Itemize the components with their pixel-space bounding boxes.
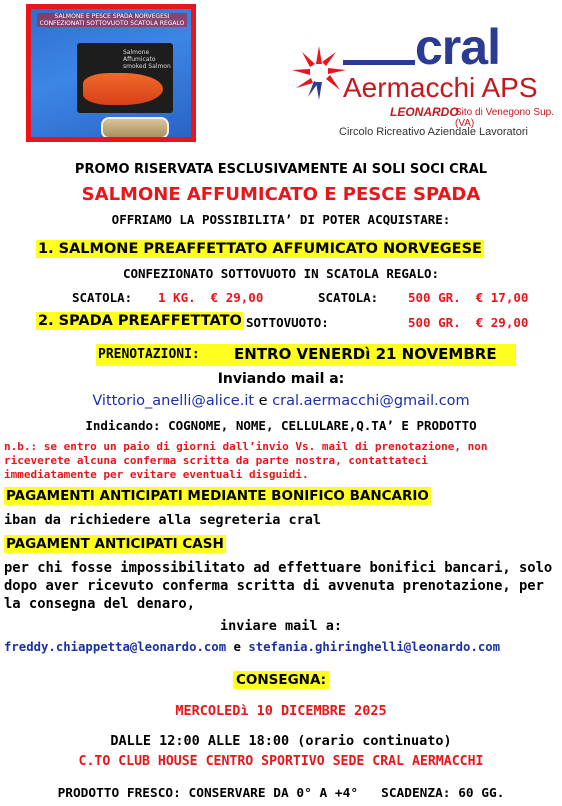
- product-1-box1-price: 1 KG. € 29,00: [158, 290, 264, 305]
- product-2-suffix: SOTTOVUOTO:: [246, 315, 329, 330]
- payment-cash-line-1: per chi fosse impossibilitato ad effettuare bonifici bancari, solo: [4, 560, 553, 576]
- product-2-price: 500 GR. € 29,00: [408, 315, 529, 330]
- booking-note-line-3: immediatamente per evitare eventuali disguidi.: [4, 468, 309, 481]
- booking-indicating: Indicando: COGNOME, NOME, CELLULARE,Q.TA’ E PRODOTTO: [85, 418, 477, 433]
- photo-caption: SALMONE E PESCE SPADA NORVEGESI CONFEZIONATI SOTTOVUOTO SCATOLA REGALO: [37, 13, 187, 27]
- booking-and: e: [258, 393, 268, 409]
- logo-site: Sito di Venegono Sup. (VA): [455, 107, 554, 129]
- product-photo: [26, 4, 196, 142]
- product-1-box1-label: SCATOLA:: [72, 290, 133, 305]
- payment-cash-title: PAGAMENT ANTICIPATI CASH: [6, 536, 224, 552]
- payment-and: e: [233, 640, 241, 654]
- booking-label: PRENOTAZIONI:: [98, 347, 200, 362]
- payment-email-1[interactable]: freddy.chiappetta@leonardo.com: [4, 640, 227, 654]
- product-1-box2-price: 500 GR. € 17,00: [408, 290, 529, 305]
- payment-email-2[interactable]: stefania.ghiringhelli@leonardo.com: [248, 640, 501, 654]
- payment-bank-text: iban da richiedere alla segreteria cral: [4, 512, 321, 528]
- booking-note-line-2: riceverete alcuna conferma scritta da parte nostra, contattateci: [4, 454, 428, 467]
- logo-bar: [343, 60, 415, 65]
- booking-email-2[interactable]: cral.aermacchi@gmail.com: [272, 393, 470, 409]
- package-label: Salmone Affumicato smoked Salmon: [123, 49, 171, 70]
- product-1-title: 1. SALMONE PREAFFETTATO AFFUMICATO NORVEGESE: [38, 241, 482, 257]
- product-1-box2-label: SCATOLA:: [318, 290, 379, 305]
- payment-emails: [4, 640, 500, 654]
- booking-emails: [0, 393, 562, 409]
- swordfish-package: [101, 117, 169, 139]
- salmon-slice: [83, 73, 163, 105]
- promo-intro: OFFRIAMO LA POSSIBILITA’ DI POTER ACQUISTARE:: [111, 212, 451, 227]
- delivery-label-row: [0, 669, 562, 688]
- booking-email-1[interactable]: Vittorio_anelli@alice.it: [92, 393, 255, 409]
- cral-sun-logo-icon: [288, 42, 350, 104]
- delivery-label: CONSEGNA:: [233, 671, 329, 689]
- payment-send-mail: inviare mail a:: [220, 618, 342, 634]
- delivery-date: MERCOLEDì 10 DICEMBRE 2025: [175, 703, 387, 719]
- booking-note-line-1: n.b.: se entro un paio di giorni dall’invio Vs. mail di prenotazione, non: [4, 440, 488, 453]
- booking-send-mail: Inviando mail a:: [217, 371, 345, 387]
- product-1-desc: CONFEZIONATO SOTTOVUOTO IN SCATOLA REGALO:: [122, 266, 440, 281]
- booking-deadline: ENTRO VENERDì 21 NOVEMBRE: [234, 345, 497, 363]
- logo-subtitle: Circolo Ricreativo Aziendale Lavoratori: [339, 126, 528, 138]
- logo-brand: cral: [415, 19, 500, 75]
- salmon-package: [77, 43, 173, 113]
- delivery-storage: PRODOTTO FRESCO: CONSERVARE DA 0° A +4° SCADENZA: 60 GG.: [57, 786, 505, 801]
- delivery-place: C.TO CLUB HOUSE CENTRO SPORTIVO SEDE CRAL AERMACCHI: [78, 754, 484, 769]
- product-2-title: 2. SPADA PREAFFETTATO: [38, 313, 242, 329]
- delivery-hours: DALLE 12:00 ALLE 18:00 (orario continuato): [110, 733, 452, 749]
- payment-cash-line-2: dopo aver ricevuto conferma scritta di avvenuta prenotazione, per: [4, 578, 544, 594]
- promo-title: SALMONE AFFUMICATO E PESCE SPADA: [81, 184, 481, 205]
- payment-bank-title: PAGAMENTI ANTICIPATI MEDIANTE BONIFICO BANCARIO: [6, 488, 429, 504]
- promo-heading: PROMO RISERVATA ESCLUSIVAMENTE AI SOLI SOCI CRAL: [74, 162, 488, 177]
- logo-group: LEONARDO: [390, 105, 459, 119]
- logo-name: Aermacchi APS: [343, 72, 538, 103]
- payment-cash-line-3: la consegna del denaro,: [4, 596, 196, 612]
